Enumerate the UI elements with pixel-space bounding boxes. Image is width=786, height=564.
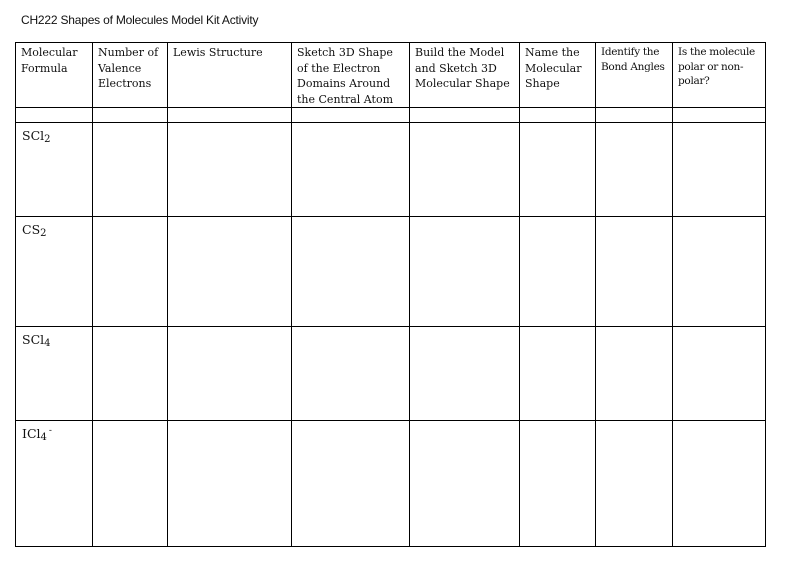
header-molecular-shape-name: Name the Molecular Shape (525, 46, 582, 90)
answer-cell[interactable] (520, 217, 596, 327)
answer-cell[interactable] (596, 217, 673, 327)
answer-cell[interactable] (410, 327, 520, 421)
answer-cell[interactable] (520, 327, 596, 421)
answer-cell[interactable] (292, 421, 410, 547)
header-bond-angles: Identify the Bond Angles (601, 46, 665, 73)
table-row (16, 123, 766, 217)
molecule-formula-cs2: $CS_2$ (22, 222, 47, 239)
answer-cell[interactable] (673, 217, 766, 327)
answer-cell[interactable] (168, 123, 292, 217)
header-valence-electrons: Number of Valence Electrons (98, 46, 159, 90)
answer-cell[interactable] (673, 123, 766, 217)
answer-cell[interactable] (292, 327, 410, 421)
answer-cell[interactable] (292, 217, 410, 327)
header-cell (673, 43, 766, 108)
table-row (16, 327, 766, 421)
formula-cell (16, 421, 93, 547)
table-row (16, 217, 766, 327)
answer-cell[interactable] (292, 123, 410, 217)
document-title: CH222 Shapes of Molecules Model Kit Activity (21, 13, 259, 27)
answer-cell[interactable] (410, 123, 520, 217)
answer-cell[interactable] (596, 123, 673, 217)
table-row (16, 421, 766, 547)
answer-cell[interactable] (520, 421, 596, 547)
answer-cell[interactable] (596, 327, 673, 421)
header-cell (410, 43, 520, 108)
header-lewis-structure: Lewis Structure (173, 46, 263, 59)
formula-cell (16, 123, 93, 217)
answer-cell[interactable] (93, 327, 168, 421)
molecule-formula-icl4-ion: ICl$_4$- (22, 426, 52, 443)
answer-cell[interactable] (93, 123, 168, 217)
header-row (16, 43, 766, 108)
answer-cell[interactable] (168, 217, 292, 327)
header-cell (168, 43, 292, 108)
header-molecular-shape-sketch: Build the Model and Sketch 3D Molecular Shape (415, 46, 510, 90)
answer-cell[interactable] (596, 421, 673, 547)
formula-cell (16, 327, 93, 421)
answer-cell[interactable] (673, 327, 766, 421)
header-cell (520, 43, 596, 108)
header-cell (596, 43, 673, 108)
answer-cell[interactable] (168, 421, 292, 547)
spacer-row (16, 108, 766, 123)
answer-cell[interactable] (168, 327, 292, 421)
header-cell (16, 43, 93, 108)
header-cell (292, 43, 410, 108)
header-cell (93, 43, 168, 108)
formula-cell (16, 217, 93, 327)
header-molecular-formula: Molecular Formula (21, 46, 78, 75)
answer-cell[interactable] (93, 421, 168, 547)
answer-cell[interactable] (520, 123, 596, 217)
molecule-formula-scl4: SCl$_4$ (22, 332, 51, 349)
activity-table (15, 42, 766, 547)
molecule-formula-scl2: SCl$_2$ (22, 128, 51, 145)
answer-cell[interactable] (673, 421, 766, 547)
header-electron-domains: Sketch 3D Shape of the Electron Domains Around the Central Atom (297, 46, 393, 106)
answer-cell[interactable] (410, 421, 520, 547)
answer-cell[interactable] (93, 217, 168, 327)
answer-cell[interactable] (410, 217, 520, 327)
header-polarity: Is the molecule polar or non-polar? (678, 46, 755, 87)
